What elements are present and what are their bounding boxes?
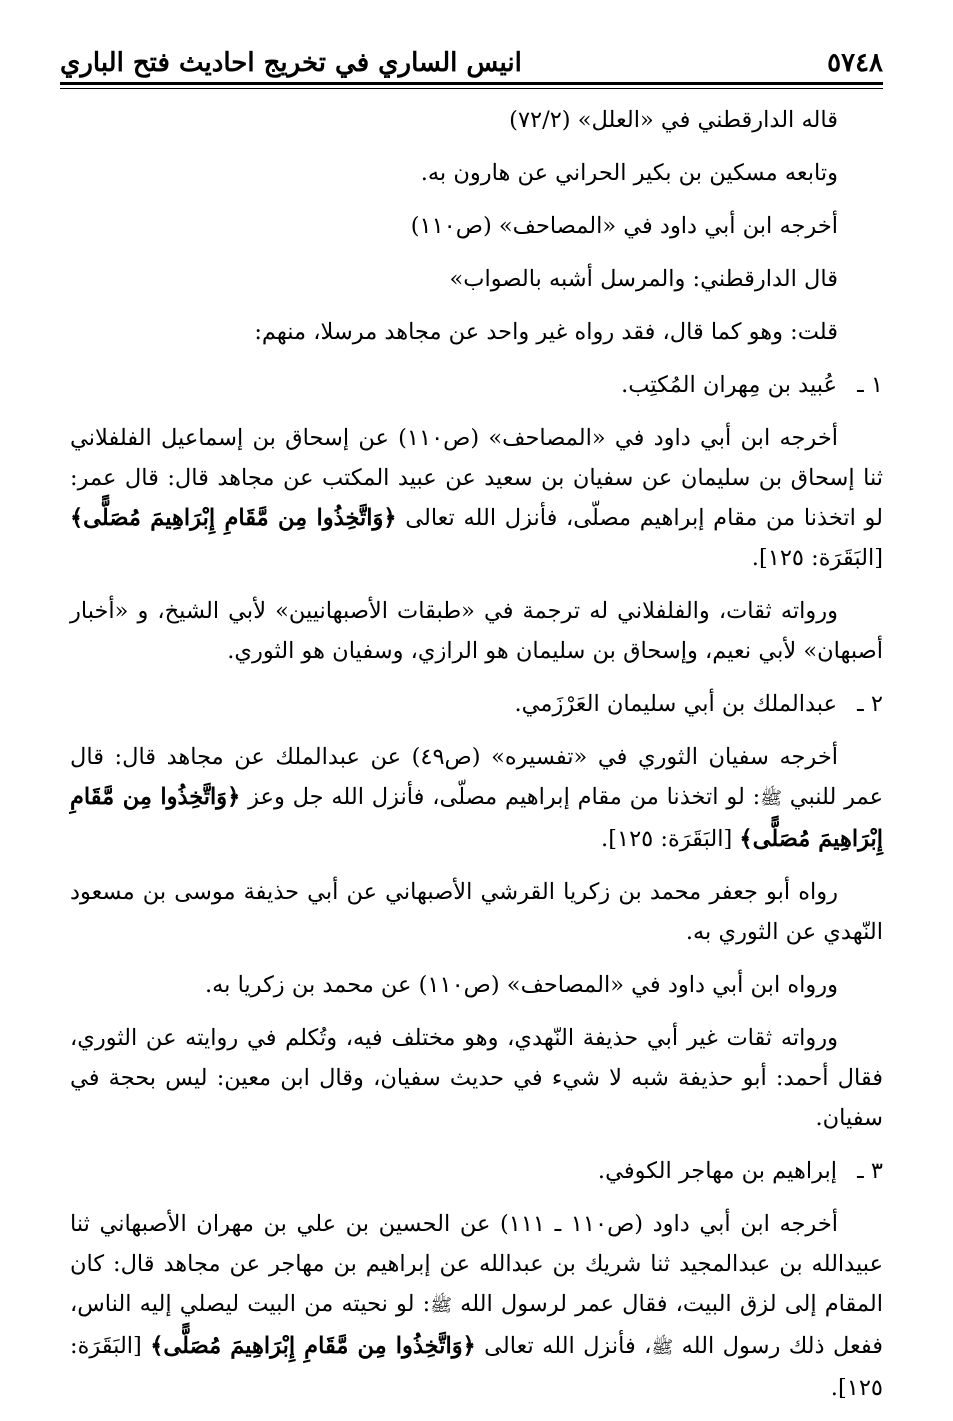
paragraph-text: أخرجه ابن أبي داود (ص١١٠ ـ ١١١) عن الحسين بن علي بن مهران الأصبهاني ثنا عبيدالله بن عبدالمجيد ثنا شريك بن عبدالله عن إبراهيم بن مهاجر عن مجاهد قال: كان المقام إلى لزق البيت، فقال عمر لرسول الله xyxy=(70,1211,883,1317)
verse-reference: [البَقَرَة: ١٢٥]. xyxy=(601,826,740,852)
quran-verse: ﴿وَاتَّخِذُوا مِن مَّقَامِ إِبْرَاهِيمَ مُصَلًّى﴾ xyxy=(150,1333,476,1359)
list-number: ١ ـ xyxy=(857,372,883,398)
page-number: ٥٧٤٨ xyxy=(827,48,883,78)
page-header xyxy=(60,28,883,78)
page-body xyxy=(70,100,883,1421)
paragraph: ورواته ثقات غير أبي حذيفة النّهدي، وهو مختلف فيه، وتُكلم في روايته عن الثوري، فقال أحمد: أبو حذيفة شبه لا شيء في حديث سفيان، وقال ابن معين: ليس بحجة في سفيان. xyxy=(70,1025,883,1131)
paragraph-text: أخرجه سفيان الثوري في «تفسيره» (ص٤٩) عن عبدالملك عن مجاهد قال: قال عمر للنبي xyxy=(70,744,883,810)
paragraph: رواه أبو جعفر محمد بن زكريا القرشي الأصبهاني عن أبي حذيفة موسى بن مسعود النّهدي عن الثوري به. xyxy=(70,879,883,945)
header-rule xyxy=(60,82,883,85)
paragraph: وتابعه مسكين بن بكير الحراني عن هارون به. xyxy=(420,160,838,186)
quran-verse: ﴿وَاتَّخِذُوا مِن مَّقَامِ إِبْرَاهِيمَ مُصَلًّى﴾ xyxy=(70,784,883,852)
paragraph-text: : لو نحيته من البيت ليصلي إليه الناس، ففعل ذلك رسول الله xyxy=(70,1291,883,1359)
list-item-2-heading xyxy=(70,684,883,724)
paragraph xyxy=(70,418,883,578)
paragraph-text: أخرجه ابن أبي داود في «المصاحف» (ص١١٠) عن إسحاق بن إسماعيل الفلفلاني ثنا إسحاق بن سليمان عن سفيان بن سعيد عن عبيد المكتب عن مجاهد قال: قال عمر: لو اتخذنا من مقام إبراهيم مصلّى، فأنزل الله تعالى xyxy=(70,425,883,531)
narrator-name: عُبيد بن مِهران المُكتِب. xyxy=(621,372,837,398)
paragraph: قلت: وهو كما قال، فقد رواه غير واحد عن مجاهد مرسلا، منهم: xyxy=(254,319,838,345)
paragraph: أخرجه ابن أبي داود في «المصاحف» (ص١١٠) xyxy=(410,213,838,239)
quran-verse: ﴿وَاتَّخِذُوا مِن مَّقَامِ إِبْرَاهِيمَ مُصَلًّى﴾ xyxy=(70,505,397,531)
list-item-1-heading xyxy=(70,365,883,405)
paragraph: ورواه ابن أبي داود في «المصاحف» (ص١١٠) عن محمد بن زكريا به. xyxy=(204,972,838,998)
paragraph-text: ، فأنزل الله تعالى xyxy=(475,1333,652,1359)
book-title: انيس الساري في تخريج احاديث فتح الباري xyxy=(60,48,522,78)
narrator-name: عبدالملك بن أبي سليمان العَرْزَمي. xyxy=(514,691,837,717)
paragraph xyxy=(70,737,883,859)
header-rule-thin xyxy=(60,88,883,89)
list-number: ٣ ـ xyxy=(857,1158,883,1184)
narrator-name: إبراهيم بن مهاجر الكوفي. xyxy=(597,1158,837,1184)
paragraph xyxy=(70,1204,883,1408)
list-number: ٢ ـ xyxy=(857,691,883,717)
paragraph-text: : لو اتخذنا من مقام إبراهيم مصلّى، فأنزل الله جل وعز xyxy=(240,784,761,810)
paragraph: قال الدارقطني: والمرسل أشبه بالصواب» xyxy=(449,266,838,292)
paragraph: ورواته ثقات، والفلفلاني له ترجمة في «طبقات الأصبهانيين» لأبي الشيخ، و «أخبار أصبهان» لأبي نعيم، وإسحاق بن سليمان هو الرازي، وسفيان هو الثوري. xyxy=(70,598,883,664)
salawat-symbol: ﷺ xyxy=(651,1337,674,1358)
salawat-symbol: ﷺ xyxy=(760,788,782,809)
list-item-3-heading xyxy=(70,1151,883,1191)
verse-reference: [البَقَرَة: ١٢٥]. xyxy=(751,545,883,571)
paragraph: قاله الدارقطني في «العلل» (٧٢/٢) xyxy=(509,107,838,133)
salawat-symbol: ﷺ xyxy=(430,1295,453,1316)
verse-reference: [البَقَرَة: ١٢٥]. xyxy=(70,1333,883,1401)
